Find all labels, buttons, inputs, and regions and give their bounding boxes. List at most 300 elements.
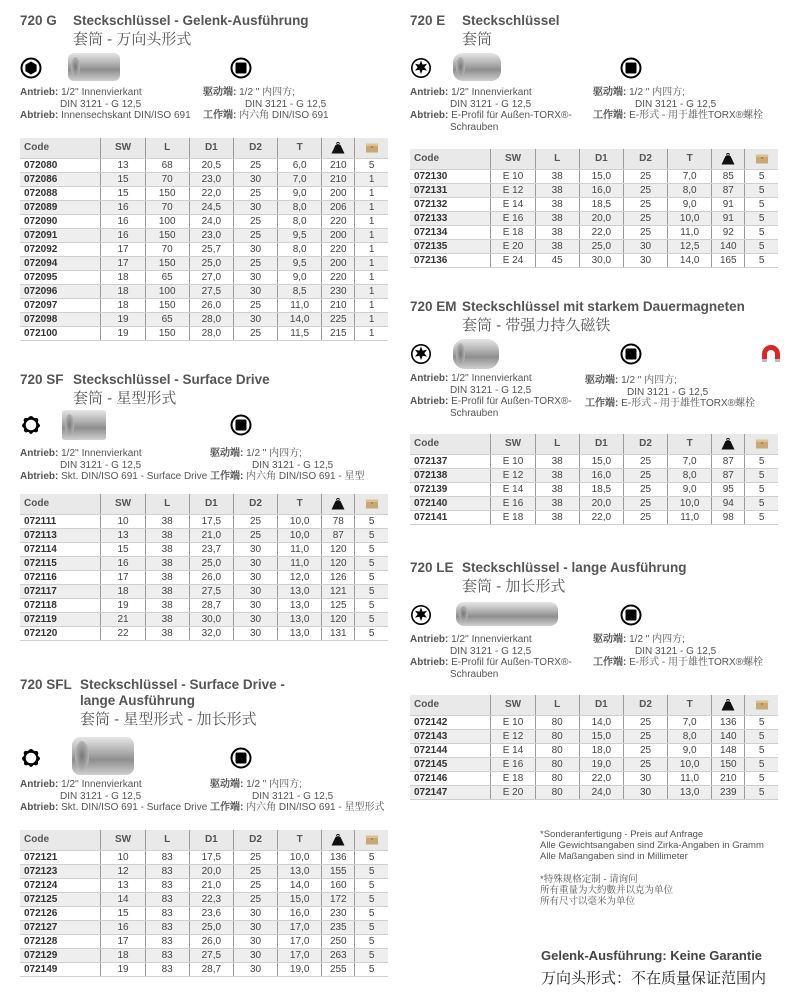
cell-weight: 91 — [712, 197, 745, 211]
column-header-code: Code — [410, 149, 491, 169]
cell-package-qty: 5 — [745, 771, 778, 785]
cell-package-qty: 5 — [745, 715, 778, 729]
cell-weight: 220 — [322, 270, 355, 284]
table-row — [410, 197, 778, 211]
torx-e-profile-icon — [410, 604, 432, 626]
cell-l: 45 — [535, 253, 579, 267]
cell-package-qty: 5 — [355, 514, 388, 528]
drive-norm-cn: DIN 3121 - G 12,5 — [252, 459, 334, 471]
cell-sw: 16 — [101, 556, 145, 570]
cell-t: 8,0 — [278, 242, 322, 256]
cell-package-qty: 1 — [355, 284, 388, 298]
cell-d1: 20,5 — [189, 158, 233, 172]
cell-sw: 17 — [101, 256, 145, 270]
cell-d2: 25 — [623, 729, 667, 743]
magnet-icon — [758, 343, 784, 365]
cell-l: 38 — [535, 454, 579, 468]
cell-l: 38 — [535, 468, 579, 482]
cell-d1: 21,0 — [189, 528, 233, 542]
table-row — [410, 743, 778, 757]
table-row — [20, 920, 388, 934]
cell-d2: 25 — [623, 169, 667, 183]
cell-weight: 230 — [322, 906, 355, 920]
cell-code: 072096 — [20, 284, 101, 298]
cell-package-qty: 5 — [355, 542, 388, 556]
table-row — [20, 172, 388, 186]
cell-d1: 22,0 — [189, 186, 233, 200]
cell-l: 70 — [145, 172, 189, 186]
cell-d1: 17,5 — [189, 514, 233, 528]
cell-l: 80 — [535, 715, 579, 729]
column-header-d1: D1 — [189, 830, 233, 850]
cell-d2: 30 — [233, 200, 277, 214]
cell-d2: 30 — [233, 556, 277, 570]
cell-l: 38 — [145, 570, 189, 584]
work-value-cn: E-形式 - 用于雄性TORX®螺栓 — [629, 110, 763, 121]
cell-d2: 30 — [233, 612, 277, 626]
table-row — [410, 715, 778, 729]
cell-l: 83 — [145, 878, 189, 892]
cell-d2: 25 — [233, 256, 277, 270]
column-header-l: L — [145, 494, 189, 514]
cell-d1: 25,0 — [189, 556, 233, 570]
cell-d1: 18,5 — [579, 482, 623, 496]
table-row — [20, 284, 388, 298]
cell-d1: 23,6 — [189, 906, 233, 920]
cell-t: 8,0 — [668, 729, 712, 743]
cell-code: 072125 — [20, 892, 101, 906]
section-title — [20, 372, 400, 388]
cell-weight: 131 — [322, 626, 355, 640]
abtrieb-value: Skt. DIN/ISO 691 - Surface Drive — [61, 802, 208, 813]
cell-weight: 92 — [712, 225, 745, 239]
table-row — [20, 864, 388, 878]
cell-d2: 30 — [233, 172, 277, 186]
table-row — [410, 211, 778, 225]
abtrieb-value-line-2: Schrauben — [450, 668, 499, 680]
antrieb-value: 1/2'' Innenvierkant — [451, 87, 532, 98]
cell-sw: E 20 — [491, 785, 535, 799]
cell-t: 17,0 — [278, 948, 322, 962]
cell-d1: 26,0 — [189, 934, 233, 948]
cell-d2: 25 — [233, 326, 277, 340]
cell-d1: 22,3 — [189, 892, 233, 906]
cell-t: 11,5 — [278, 326, 322, 340]
cell-l: 38 — [535, 496, 579, 510]
cell-weight: 78 — [322, 514, 355, 528]
table-row — [20, 200, 388, 214]
cell-code: 072146 — [410, 771, 491, 785]
cell-weight: 98 — [712, 510, 745, 524]
table-720-em — [410, 434, 778, 525]
cell-sw: 19 — [101, 962, 145, 976]
cell-weight: 220 — [322, 214, 355, 228]
cell-l: 38 — [535, 239, 579, 253]
cell-l: 83 — [145, 892, 189, 906]
cell-code: 072121 — [20, 850, 101, 864]
antrieb-label: Antrieb: — [20, 87, 59, 98]
cell-code: 072149 — [20, 962, 101, 976]
cell-package-qty: 1 — [355, 172, 388, 186]
column-header-d1: D1 — [189, 494, 233, 514]
column-header-package — [745, 434, 778, 454]
cell-weight: 95 — [712, 482, 745, 496]
cell-d1: 22,0 — [579, 510, 623, 524]
table-row — [410, 482, 778, 496]
cell-t: 9,5 — [278, 256, 322, 270]
cell-package-qty: 5 — [745, 454, 778, 468]
cell-sw: 18 — [101, 948, 145, 962]
cell-weight: 230 — [322, 284, 355, 298]
cell-d1: 21,0 — [189, 878, 233, 892]
cell-code: 072086 — [20, 172, 101, 186]
cell-d1: 27,5 — [189, 584, 233, 598]
square-drive-icon — [230, 414, 252, 436]
torx-e-profile-icon — [410, 343, 432, 365]
cell-l: 38 — [145, 612, 189, 626]
table-row — [20, 242, 388, 256]
column-header-d1: D1 — [579, 149, 623, 169]
cell-l: 38 — [145, 556, 189, 570]
cell-package-qty: 5 — [355, 612, 388, 626]
cell-package-qty: 5 — [745, 468, 778, 482]
icons-row — [20, 49, 390, 83]
cell-weight: 250 — [322, 934, 355, 948]
cell-d2: 25 — [623, 715, 667, 729]
table-header-row — [20, 138, 388, 158]
antrieb-label: Antrieb: — [410, 87, 449, 98]
table-row — [410, 729, 778, 743]
work-label-cn: 工作端: — [585, 398, 619, 409]
cell-d1: 28,0 — [189, 312, 233, 326]
weight-icon — [721, 699, 735, 711]
section-720-le — [410, 560, 790, 686]
cell-weight: 87 — [712, 468, 745, 482]
work-label-cn: 工作端: — [210, 802, 244, 813]
cell-package-qty: 5 — [745, 169, 778, 183]
antrieb-value: 1/2'' Innenvierkant — [61, 779, 142, 790]
cell-d2: 30 — [233, 962, 277, 976]
drive-label-cn: 驱动端: — [210, 779, 244, 790]
antrieb-norm: DIN 3121 - G 12,5 — [60, 790, 142, 802]
cell-package-qty: 1 — [355, 200, 388, 214]
table-row — [20, 962, 388, 976]
column-header-package — [745, 149, 778, 169]
column-header-weight — [712, 149, 745, 169]
work-label-cn: 工作端: — [203, 110, 237, 121]
title-chinese: 套筒 — [462, 31, 493, 48]
abtrieb-value-line-2: Schrauben — [450, 407, 499, 419]
cell-weight: 140 — [712, 729, 745, 743]
cell-l: 150 — [145, 326, 189, 340]
column-header-package — [355, 138, 388, 158]
drive-label-cn: 驱动端: — [203, 87, 237, 98]
cell-weight: 136 — [322, 850, 355, 864]
cell-t: 17,0 — [278, 920, 322, 934]
cell-t: 9,5 — [278, 228, 322, 242]
icons-row — [410, 335, 795, 369]
cell-l: 150 — [145, 228, 189, 242]
table-row — [20, 326, 388, 340]
drive-value-cn: 1/2 " 内四方; — [246, 779, 302, 790]
cell-weight: 126 — [322, 570, 355, 584]
cell-d2: 30 — [623, 253, 667, 267]
cell-d2: 25 — [233, 514, 277, 528]
column-header-l: L — [145, 138, 189, 158]
cell-code: 072134 — [410, 225, 491, 239]
cell-l: 38 — [535, 197, 579, 211]
table-720-g — [20, 138, 388, 341]
cell-sw: 10 — [101, 850, 145, 864]
socket-image — [72, 737, 134, 775]
cell-d2: 25 — [233, 158, 277, 172]
cell-sw: 15 — [101, 906, 145, 920]
spec-block — [20, 448, 400, 488]
footnotes — [540, 829, 764, 907]
column-header-sw: SW — [491, 695, 535, 715]
cell-package-qty: 5 — [745, 253, 778, 267]
table-720-sf — [20, 494, 388, 641]
cell-d2: 30 — [233, 598, 277, 612]
weight-icon — [331, 142, 345, 154]
cell-t: 11,0 — [668, 225, 712, 239]
cell-code: 072115 — [20, 556, 101, 570]
cell-sw: 15 — [101, 172, 145, 186]
universal-socket-image — [68, 53, 120, 81]
cell-d2: 25 — [623, 454, 667, 468]
table-row — [410, 757, 778, 771]
cell-t: 7,0 — [668, 454, 712, 468]
cell-sw: E 14 — [491, 197, 535, 211]
cell-code: 072133 — [410, 211, 491, 225]
drive-norm-cn: DIN 3121 - G 12,5 — [627, 386, 709, 398]
cell-t: 10,0 — [668, 496, 712, 510]
cell-weight: 120 — [322, 542, 355, 556]
work-label-cn: 工作端: — [210, 471, 244, 482]
section-title — [410, 560, 790, 576]
cell-sw: E 18 — [491, 771, 535, 785]
cell-code: 072080 — [20, 158, 101, 172]
cell-t: 8,5 — [278, 284, 322, 298]
table-row — [20, 228, 388, 242]
cell-l: 70 — [145, 200, 189, 214]
cell-d1: 18,5 — [579, 197, 623, 211]
package-box-icon — [755, 154, 769, 164]
cell-code: 072097 — [20, 298, 101, 312]
table-row — [20, 556, 388, 570]
cell-package-qty: 5 — [355, 920, 388, 934]
cell-package-qty: 5 — [745, 211, 778, 225]
surface-drive-profile-icon — [20, 414, 42, 436]
cell-package-qty: 5 — [355, 878, 388, 892]
cell-weight: 263 — [322, 948, 355, 962]
spec-block — [410, 634, 790, 686]
cell-t: 12,0 — [278, 570, 322, 584]
cell-l: 38 — [535, 183, 579, 197]
cell-d2: 30 — [233, 542, 277, 556]
table-row — [20, 158, 388, 172]
cell-weight: 120 — [322, 612, 355, 626]
cell-sw: 21 — [101, 612, 145, 626]
table-row — [20, 214, 388, 228]
cell-sw: 13 — [101, 158, 145, 172]
section-720-sfl — [20, 677, 400, 819]
cell-t: 11,0 — [278, 556, 322, 570]
cell-weight: 155 — [322, 864, 355, 878]
cell-d1: 26,0 — [189, 570, 233, 584]
cell-sw: E 16 — [491, 211, 535, 225]
cell-code: 072141 — [410, 510, 491, 524]
cell-t: 6,0 — [278, 158, 322, 172]
table-header-row — [20, 830, 388, 850]
table-row — [20, 598, 388, 612]
cell-t: 17,0 — [278, 934, 322, 948]
cell-l: 100 — [145, 284, 189, 298]
cell-package-qty: 5 — [355, 556, 388, 570]
cell-d2: 30 — [623, 771, 667, 785]
antrieb-norm: DIN 3121 - G 12,5 — [60, 98, 142, 110]
cell-t: 9,0 — [278, 186, 322, 200]
work-label-cn: 工作端: — [593, 657, 627, 668]
column-header-sw: SW — [101, 138, 145, 158]
antrieb-label: Antrieb: — [410, 634, 449, 645]
cell-t: 14,0 — [278, 878, 322, 892]
note-de-1: *Sonderanfertigung - Preis auf Anfrage — [540, 829, 704, 840]
drive-norm-cn: DIN 3121 - G 12,5 — [635, 98, 717, 110]
drive-value-cn: 1/2 " 内四方; — [246, 448, 302, 459]
drive-norm-cn: DIN 3121 - G 12,5 — [252, 790, 334, 802]
cell-package-qty: 5 — [745, 743, 778, 757]
cell-package-qty: 5 — [355, 864, 388, 878]
table-header-row — [410, 149, 778, 169]
cell-d2: 25 — [623, 757, 667, 771]
column-header-d2: D2 — [233, 830, 277, 850]
title-german: Steckschlüssel - Gelenk-Ausführung — [73, 13, 309, 28]
cell-code: 072143 — [410, 729, 491, 743]
cell-package-qty: 1 — [355, 228, 388, 242]
cell-sw: 19 — [101, 598, 145, 612]
cell-sw: E 10 — [491, 715, 535, 729]
square-drive-icon — [620, 604, 642, 626]
cell-sw: 14 — [101, 892, 145, 906]
cell-weight: 225 — [322, 312, 355, 326]
weight-icon — [331, 498, 345, 510]
cell-d2: 25 — [233, 878, 277, 892]
cell-package-qty: 5 — [355, 892, 388, 906]
cell-d1: 23,7 — [189, 542, 233, 556]
cell-sw: E 12 — [491, 729, 535, 743]
cell-d1: 25,0 — [579, 239, 623, 253]
cell-d1: 28,7 — [189, 598, 233, 612]
cell-weight: 210 — [322, 298, 355, 312]
cell-code: 072123 — [20, 864, 101, 878]
cell-d2: 25 — [623, 482, 667, 496]
cell-sw: E 16 — [491, 757, 535, 771]
cell-package-qty: 5 — [745, 729, 778, 743]
cell-l: 80 — [535, 729, 579, 743]
cell-d2: 25 — [623, 183, 667, 197]
cell-sw: E 14 — [491, 743, 535, 757]
note-cn-2: 所有重量为大約數并以克为单位 — [540, 885, 674, 896]
cell-d2: 30 — [233, 242, 277, 256]
column-header-d1: D1 — [189, 138, 233, 158]
table-720-sfl — [20, 830, 388, 977]
cell-l: 80 — [535, 743, 579, 757]
table-row — [410, 771, 778, 785]
table-720-le — [410, 695, 778, 800]
cell-code: 072128 — [20, 934, 101, 948]
drive-label-cn: 驱动端: — [585, 375, 619, 386]
cell-sw: E 24 — [491, 253, 535, 267]
cell-d1: 22,0 — [579, 771, 623, 785]
cell-l: 38 — [535, 510, 579, 524]
cell-t: 11,0 — [278, 298, 322, 312]
column-header-weight — [712, 695, 745, 715]
cell-l: 83 — [145, 962, 189, 976]
cell-weight: 255 — [322, 962, 355, 976]
cell-d2: 25 — [233, 186, 277, 200]
cell-sw: E 16 — [491, 496, 535, 510]
cell-weight: 136 — [712, 715, 745, 729]
cell-weight: 87 — [712, 454, 745, 468]
work-value-cn: 内六角 DIN/ISO 691 - 星型 — [246, 471, 365, 482]
table-row — [410, 496, 778, 510]
cell-t: 10,0 — [278, 528, 322, 542]
cell-weight: 215 — [322, 326, 355, 340]
cell-weight: 165 — [712, 253, 745, 267]
cell-d1: 20,0 — [579, 496, 623, 510]
column-header-d1: D1 — [579, 434, 623, 454]
spec-block — [410, 373, 795, 425]
cell-t: 13,0 — [278, 598, 322, 612]
antrieb-label: Antrieb: — [20, 448, 59, 459]
work-label-cn: 工作端: — [593, 110, 627, 121]
table-header-row — [410, 434, 778, 454]
cell-d1: 32,0 — [189, 626, 233, 640]
cell-code: 072089 — [20, 200, 101, 214]
cell-l: 100 — [145, 214, 189, 228]
cell-d2: 25 — [623, 496, 667, 510]
cell-package-qty: 1 — [355, 186, 388, 200]
cell-code: 072120 — [20, 626, 101, 640]
cell-code: 072145 — [410, 757, 491, 771]
cell-sw: 15 — [101, 186, 145, 200]
abtrieb-label: Abtrieb: — [410, 110, 449, 121]
cell-t: 16,0 — [278, 906, 322, 920]
cell-code: 072090 — [20, 214, 101, 228]
title-german: Steckschlüssel mit starkem Dauermagneten — [462, 299, 745, 314]
drive-value-cn: 1/2 " 内四方; — [621, 375, 677, 386]
cell-code: 072098 — [20, 312, 101, 326]
cell-code: 072114 — [20, 542, 101, 556]
cell-t: 7,0 — [668, 169, 712, 183]
cell-t: 11,0 — [668, 771, 712, 785]
abtrieb-value: Innensechskant DIN/ISO 691 — [61, 110, 191, 121]
cell-weight: 239 — [712, 785, 745, 799]
cell-sw: E 10 — [491, 169, 535, 183]
cell-sw: 18 — [101, 584, 145, 598]
table-row — [20, 312, 388, 326]
cell-package-qty: 5 — [745, 197, 778, 211]
column-header-sw: SW — [101, 494, 145, 514]
cell-d1: 25,0 — [189, 920, 233, 934]
cell-weight: 172 — [322, 892, 355, 906]
cell-sw: 22 — [101, 626, 145, 640]
torx-e-profile-icon — [410, 57, 432, 79]
cell-d2: 25 — [623, 510, 667, 524]
cell-l: 150 — [145, 186, 189, 200]
cell-weight: 210 — [322, 158, 355, 172]
